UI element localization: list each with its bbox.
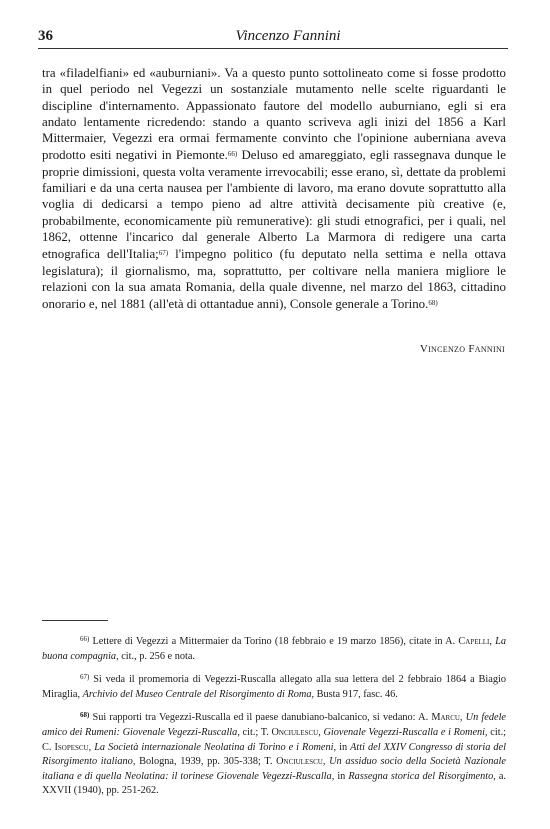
- footnotes: [42, 632, 506, 805]
- footnote-author: Onciulescu: [271, 726, 319, 738]
- footnote-text: ,: [88, 741, 95, 753]
- footnote-text: , in: [331, 770, 349, 782]
- footnote-author: Onciulescu: [276, 756, 323, 768]
- footnote-number: 67): [80, 673, 90, 682]
- footnote-title: La buona compagnia: [42, 636, 506, 662]
- footnote-text: , cit., p. 256 e nota.: [116, 650, 196, 662]
- footnote-text: , Busta 917, fasc. 46.: [311, 688, 398, 700]
- footnote-rule: [42, 620, 108, 621]
- header-rule: [38, 48, 508, 49]
- footnote-text: , in: [333, 741, 351, 753]
- author-signature: Vincenzo Fannini: [419, 343, 505, 355]
- footnote-title: Rassegna storica del Risorgimento: [348, 770, 494, 782]
- footnote-title: La Società internazionale Neolatina di Torino e i Romeni: [94, 741, 334, 753]
- footnote-author: Marcu: [431, 712, 460, 724]
- footnote-text: , a. XXVII (1940), pp. 251-262.: [42, 770, 507, 797]
- footnote-author: Isopescu: [54, 741, 89, 753]
- footnote-title: Atti del XXIV Congresso di storia del Risorgimento italiano: [42, 741, 506, 768]
- body-text-2: Deluso ed amareggiato, egli rassegnava dunque le proprie dimissioni, questa volta veramente irrevocabili; esse erano, sì, dettate da problemi familiari e da una certa nausea per l'ambiente di lavoro, ma erano dovute soprattutto alla voglia di dedicarsi a tempo pieno ad altre attività decisamente più creative (e, probabilmente, economicamente più remunerative): gli studi etnografici, per i quali, nel 1862, ottenne l'incarico dal generale Alberto La Marmora di redigere una carta etnografica dell'Italia;: [42, 148, 506, 262]
- body-text-1: tra «filadelfiani» ed «auburniani». Va a questo punto sottolineato come si fosse prodotto in quel periodo nel Vegezzi un sostanziale mutamento nelle scelte riguardanti le discipline d'internamento. Appassionato fautore del modello auburniano, egli si era andato lentamente ricredendo: stando a quanto scriveva agli inizi del 1856 a Karl Mittermaier, Vegezzi era ormai fermamente convinto che l'opinione auberniana aveva prodotto esiti negativi in Piemonte.: [42, 66, 506, 163]
- footnote-text: , cit.; T.: [237, 726, 272, 738]
- page-header: [38, 26, 508, 46]
- footnote-67: [42, 670, 506, 702]
- footnote-title: Giovenale Vegezzi-Ruscalla e i Romeni: [323, 726, 486, 738]
- footnote-text: Si veda il promemoria di Vegezzi-Ruscalla allegato alla sua lettera del 2 febbraio 1864 a Biagio Miraglia,: [42, 674, 506, 700]
- footnote-author: Capelli: [458, 636, 490, 647]
- footnote-66: [42, 632, 506, 664]
- footnote-title: Un fedele amico dei Rumeni: Giovenale Vegezzi-Ruscalla: [42, 712, 506, 738]
- footnote-68: [42, 708, 506, 799]
- running-head: Vincenzo Fannini: [235, 28, 341, 44]
- body-text-3: l'impegno politico (fu deputato nella settima e nella ottava legislatura); il giornalismo, ma, soprattutto, per coltivare nella maniera migliore le relazioni con la sua amata Romania, della quale divenne, nel marzo del 1863, cittadino onorario e, nel 1881 (all'età di ottantadue anni), Console generale a Torino.: [42, 247, 506, 312]
- footnote-ref-66[interactable]: 66): [227, 150, 238, 159]
- footnote-text: ,: [489, 636, 496, 647]
- footnote-text: Sui rapporti tra Vegezzi-Ruscalla ed il paese danubiano-balcanico, si vedano: A.: [89, 712, 432, 724]
- body-paragraph: [42, 65, 506, 312]
- footnote-number: 66): [80, 635, 90, 643]
- footnote-text: , Bologna, 1939, pp. 305-338; T.: [132, 756, 277, 768]
- footnote-text: ,: [318, 726, 324, 738]
- page-number: 36: [38, 28, 53, 44]
- footnote-text: , cit.; C.: [42, 726, 506, 753]
- footnote-title: Un assiduo socio della Società Nazionale italiana e di quella Neolatina: il torinese Giovenale Vegezzi-Ruscalla: [42, 756, 506, 782]
- footnote-title: Archivio del Museo Centrale del Risorgimento di Roma: [82, 688, 312, 700]
- footnote-text: ,: [459, 712, 466, 724]
- footnote-number: 68): [80, 711, 90, 720]
- footnote-ref-67[interactable]: 67): [158, 249, 169, 258]
- footnote-text: ,: [322, 756, 330, 768]
- footnote-text: Lettere di Vegezzi a Mittermaier da Torino (18 febbraio e 19 marzo 1856), citate in A.: [89, 636, 459, 647]
- footnote-ref-68[interactable]: 68): [428, 299, 438, 308]
